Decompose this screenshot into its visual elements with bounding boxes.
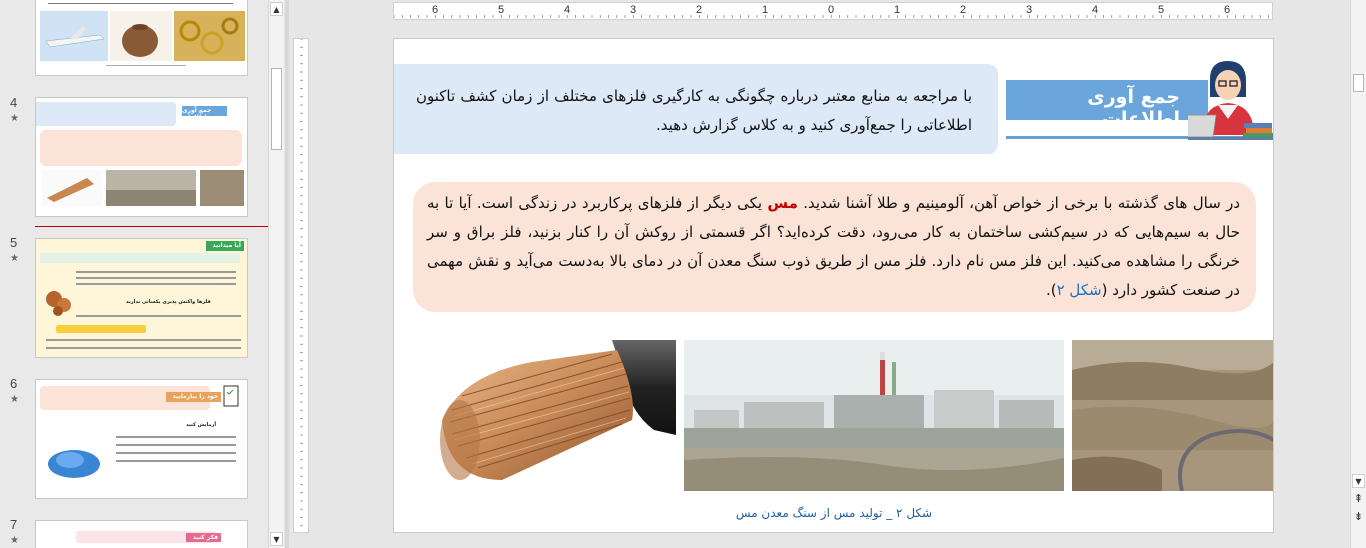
thumb-subheading: فلزها واکنش پذیری یکسانی ندارند: [126, 299, 211, 305]
next-slide-icon[interactable]: ⇟: [1353, 510, 1364, 523]
ruler-number: 6: [432, 4, 439, 16]
thumb-title-box: جمع آوری اطلاعات: [182, 106, 227, 116]
thumb-text-line: [46, 347, 241, 349]
scroll-up-icon[interactable]: ▲: [270, 2, 283, 16]
thumb-text-line: [48, 3, 233, 4]
ruler-number: 3: [1026, 4, 1033, 16]
slide-thumbnail-7[interactable]: [35, 520, 248, 548]
ruler-number: 3: [630, 4, 637, 16]
thumb-text-line: [116, 452, 236, 454]
clipboard-icon: [222, 384, 242, 408]
slide-animation-star: ★: [10, 113, 19, 124]
paragraph-text-part-3: ).: [1045, 281, 1057, 299]
slide-thumbnail-5[interactable]: [35, 238, 248, 358]
slide-scrollbar[interactable]: [1350, 0, 1366, 548]
copper-ore-icon: [44, 287, 74, 317]
ruler-number: 4: [564, 4, 571, 16]
thumb-highlight: [56, 325, 146, 333]
slide-number-7: 7: [10, 517, 18, 532]
horizontal-ruler[interactable]: [393, 2, 1273, 20]
thumb-paragraph-box: [40, 130, 242, 166]
scroll-down-icon[interactable]: ▼: [1352, 474, 1365, 488]
thumb-text-line: [116, 460, 236, 462]
thumb-title-box: آیا میدانید: [206, 241, 244, 251]
drop-indicator-line: [35, 226, 268, 227]
thumb-text-line: [76, 283, 236, 285]
slide-number-4: 4: [10, 95, 18, 110]
slide-number-5: 5: [10, 235, 18, 250]
thumb-intro-box: [36, 102, 176, 126]
slide-animation-star: ★: [10, 394, 19, 405]
slide-thumbnail-6[interactable]: [35, 379, 248, 499]
figure-caption: شکل ۲ _ تولید مس از سنگ معدن مس: [735, 506, 933, 520]
slide-number-6: 6: [10, 376, 18, 391]
thumb-text-line: [116, 444, 236, 446]
ruler-number: 1: [894, 4, 901, 16]
student-laptop-icon: [1188, 59, 1274, 141]
slide-thumbnail-4[interactable]: [35, 97, 248, 217]
thumbnail-scrollbar[interactable]: [268, 0, 284, 548]
figure-reference: شکل ۲: [1056, 281, 1102, 299]
scrollbar-thumb[interactable]: [1353, 74, 1364, 92]
thumb-text-line: [76, 277, 236, 279]
slide-thumbnail-3[interactable]: [35, 0, 248, 76]
copper-smelting-plant-image[interactable]: [684, 340, 1064, 491]
pane-splitter[interactable]: [285, 0, 289, 548]
slide-title: جمع آوری اطلاعات: [1087, 86, 1180, 130]
ruler-number: 2: [960, 4, 967, 16]
ruler-number: 4: [1092, 4, 1099, 16]
ruler-number: 2: [696, 4, 703, 16]
thumb-text-line: [76, 315, 241, 317]
paragraph-text-part-2: یکی دیگر از فلزهای پرکاربرد در زندگی است. آیا تا به حال به سیم‌هایی که در سیم‌کشی ساختمان به کار می‌رود، دقت کرده‌اید؟ اگر قسمتی از روکش آن را کنار بزنید، فلز براق و سر خرنگی را مشاهده می‌کنید. این فلز مس نام دارد. فلز مس از طریق ذوب سنگ معدن آن در دمای بالا به‌دست می‌آید و نقش مهمی در صنعت کشور دارد (: [427, 194, 1240, 299]
paragraph-text-part-1: در سال های گذشته با برخی از خواص آهن، آلومینیم و طلا آشنا شدید.: [797, 194, 1241, 212]
ruler-number: 0: [828, 4, 835, 16]
copper-cable-image[interactable]: [422, 340, 676, 493]
ruler-number: 5: [1158, 4, 1165, 16]
thumb-images: [42, 170, 244, 208]
thumb-title-box: خود را بیازمایید: [166, 392, 221, 402]
intro-text-box[interactable]: [394, 64, 998, 154]
slide-thumbnail-pane[interactable]: [0, 0, 268, 548]
thumb-subheading: آزمایش کنید: [186, 422, 217, 428]
scrollbar-thumb[interactable]: [271, 68, 282, 150]
title-box[interactable]: [1006, 80, 1208, 130]
blue-powder-image: [44, 444, 104, 480]
previous-slide-icon[interactable]: ⇞: [1353, 492, 1364, 505]
intro-text: با مراجعه به منابع معتبر درباره چگونگی به کارگیری فلزهای مختلف از زمان کشف تاکنون اطلاعاتی را جمع‌آوری کنید و به کلاس گزارش دهید.: [416, 87, 972, 134]
ruler-number: 5: [498, 4, 505, 16]
thumb-text-line: [116, 436, 236, 438]
ruler-number: 6: [1224, 4, 1231, 16]
thumb-images: [40, 11, 245, 63]
thumb-caption-line: [106, 65, 186, 66]
ruler-number: 1: [762, 4, 769, 16]
vertical-ruler[interactable]: [293, 38, 309, 533]
slide-canvas[interactable]: [393, 38, 1274, 533]
thumb-text-line: [76, 271, 236, 273]
slide-animation-star: ★: [10, 253, 19, 264]
scroll-down-icon[interactable]: ▼: [270, 532, 283, 546]
thumb-bar: [40, 253, 240, 263]
copper-mine-image[interactable]: [1072, 340, 1274, 491]
ruler-ticks: [294, 39, 310, 534]
slide-animation-star: ★: [10, 535, 19, 546]
paragraph-text-box[interactable]: [413, 182, 1256, 312]
thumb-text-line: [46, 339, 241, 341]
thumb-title-box: فکر کنید: [186, 533, 221, 542]
copper-keyword: مس: [767, 194, 798, 212]
